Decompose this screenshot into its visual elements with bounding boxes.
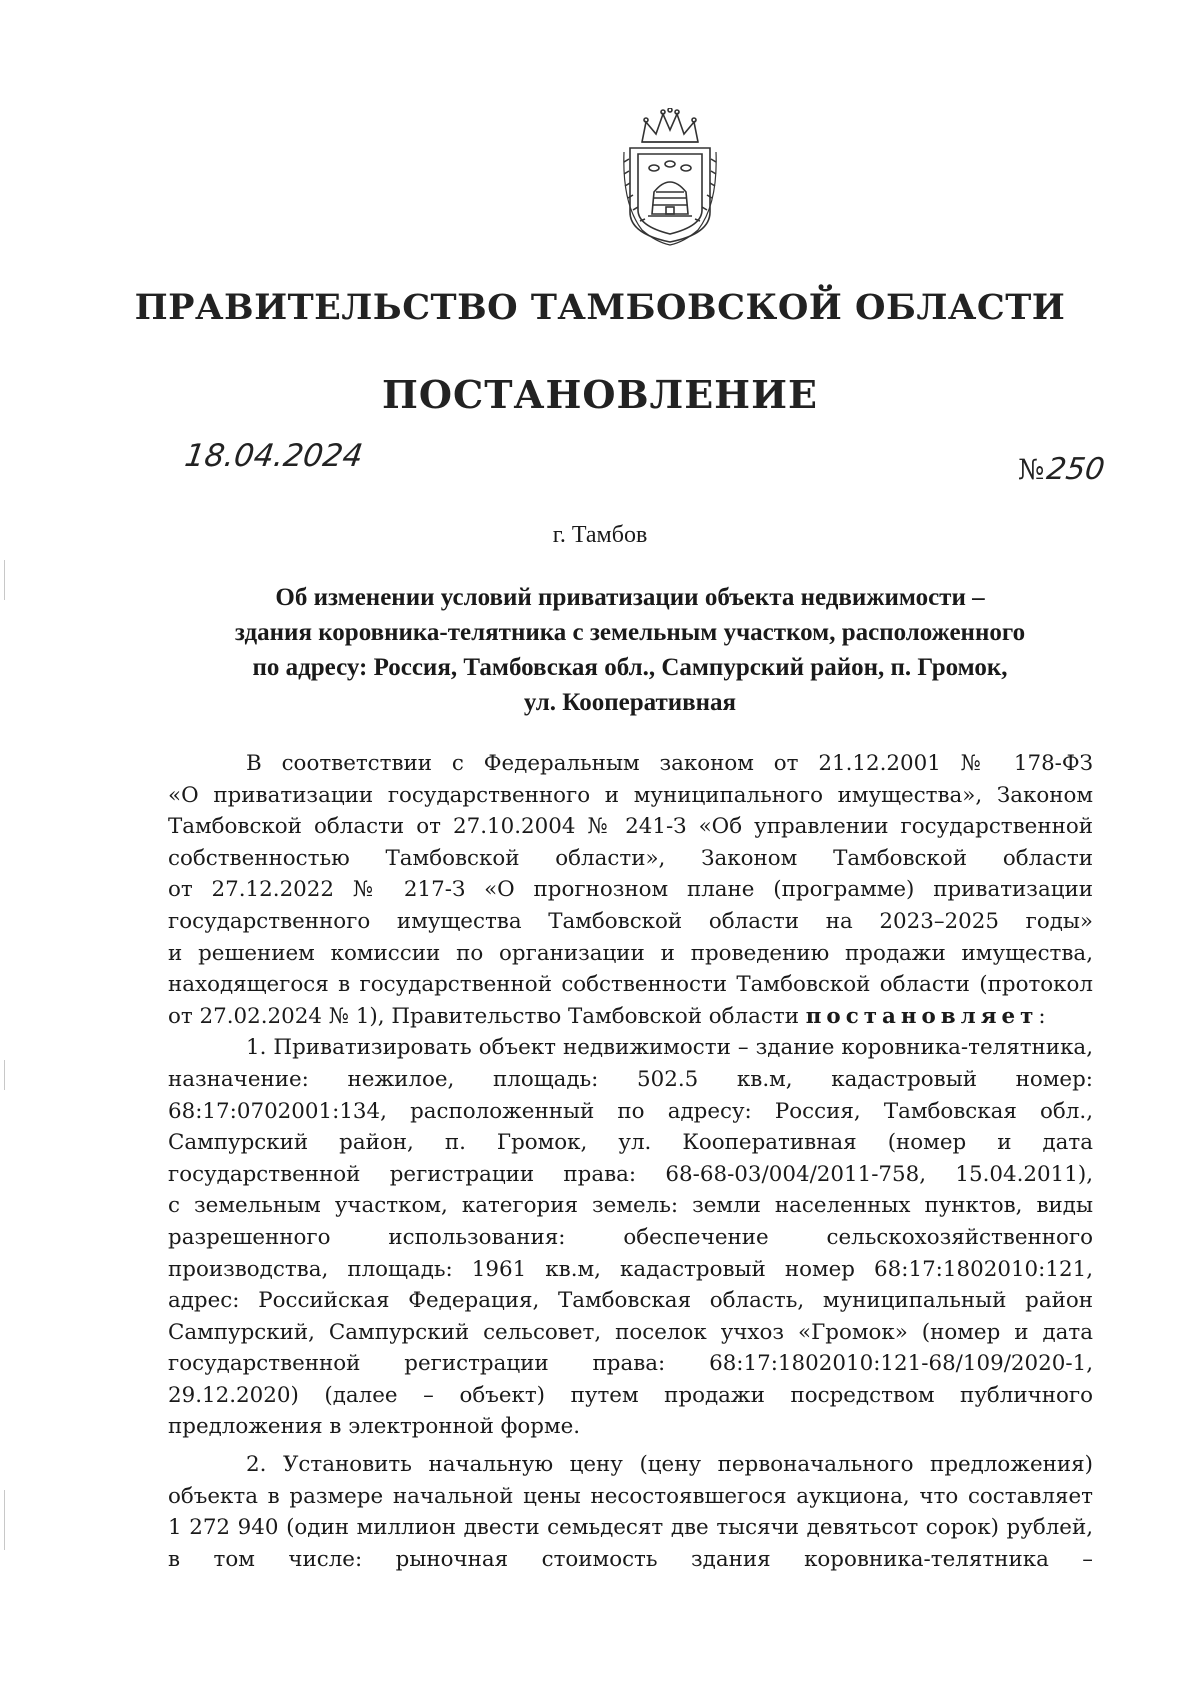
item-1-line: Сампурский район, п. Громок, ул. Кооперативная (номер и дата (168, 1130, 1093, 1156)
item-1-line: Сампурский, Сампурский сельсовет, поселок учхоз «Громок» (номер и дата (168, 1319, 1093, 1345)
item-2-line: объекта в размере начальной цены несостоявшегося аукциона, что составляет (168, 1483, 1093, 1509)
preamble-line: собственностью Тамбовской области», Законом Тамбовской области (168, 845, 1093, 871)
document-subject (175, 580, 1085, 720)
preamble-line: и решением комиссии по организации и проведению продажи имущества, (168, 940, 1093, 966)
item-1-line: производства, площадь: 1961 кв.м, кадастровый номер 68:17:1802010:121, (168, 1256, 1093, 1282)
item-2-line: 1 272 940 (один миллион двести семьдесят две тысячи девятьсот сорок) рублей, (168, 1515, 1093, 1541)
document-number (1018, 452, 1107, 487)
item-1-line: 1. Приватизировать объект недвижимости – здание коровника-телятника, (246, 1035, 1093, 1061)
document-body (168, 748, 1093, 1575)
item-1-line: адрес: Российская Федерация, Тамбовская область, муниципальный район (168, 1288, 1093, 1314)
preamble-line: В соответствии с Федеральным законом от 21.12.2001 № 178-ФЗ (246, 751, 1093, 776)
item-1-line: государственной регистрации права: 68-68-03/004/2011-758, 15.04.2011), (168, 1161, 1093, 1187)
scan-artifact (4, 560, 5, 600)
number-value: 250 (1044, 452, 1107, 487)
document-date: 18.04.2024 (182, 438, 366, 474)
preamble-line: от 27.12.2022 № 217-З «О прогнозном плане (программе) приватизации (168, 877, 1093, 903)
item-1-line: 68:17:0702001:134, расположенный по адресу: Россия, Тамбовская обл., (168, 1098, 1093, 1124)
item-1-last-line: предложения в электронной форме. (168, 1414, 581, 1440)
number-sign: № (1018, 453, 1045, 486)
decree-word: постановляет (805, 1003, 1039, 1029)
scan-artifact (4, 1060, 5, 1090)
item-1-line: с земельным участком, категория земель: земли населенных пунктов, виды (168, 1193, 1093, 1219)
item-1-line: назначение: нежилое, площадь: 502.5 кв.м, кадастровый номер: (168, 1066, 1093, 1092)
preamble-line: государственного имущества Тамбовской области на 2023–2025 годы» (168, 908, 1093, 934)
subject-line: по адресу: Россия, Тамбовская обл., Сампурский район, п. Громок, (252, 654, 1008, 681)
preamble-last-line: от 27.02.2024 № 1), Правительство Тамбовской области постановляет: (168, 1003, 1046, 1029)
document-type: ПОСТАНОВЛЕНИЕ (382, 372, 818, 417)
item-1-line: разрешенного использования: обеспечение сельскохозяйственного (168, 1224, 1093, 1250)
item-1-line: государственной регистрации права: 68:17:1802010:121-68/109/2020-1, (168, 1351, 1093, 1377)
item-1-line: 29.12.2020) (далее – объект) путем продажи посредством публичного (168, 1382, 1093, 1408)
government-title: ПРАВИТЕЛЬСТВО ТАМБОВСКОЙ ОБЛАСТИ (134, 287, 1066, 328)
item-2-line: 2. Установить начальную цену (цену первоначального предложения) (246, 1452, 1093, 1478)
preamble-line: находящегося в государственной собственности Тамбовской области (протокол (168, 972, 1093, 998)
item-2-line: в том числе: рыночная стоимость здания коровника-телятника – (168, 1546, 1093, 1572)
subject-line: ул. Кооперативная (523, 689, 737, 716)
preamble-line: «О приватизации государственного и муниципального имущества», Законом (168, 782, 1093, 808)
subject-line: здания коровника-телятника с земельным участком, расположенного (234, 619, 1026, 646)
city-line: г. Тамбов (552, 522, 648, 548)
preamble-line: Тамбовской области от 27.10.2004 № 241-З «Об управлении государственной (168, 814, 1093, 840)
scan-artifact (4, 1490, 5, 1550)
subject-line: Об изменении условий приватизации объекта недвижимости – (275, 584, 985, 611)
tambov-coat-of-arms-icon (620, 108, 720, 246)
